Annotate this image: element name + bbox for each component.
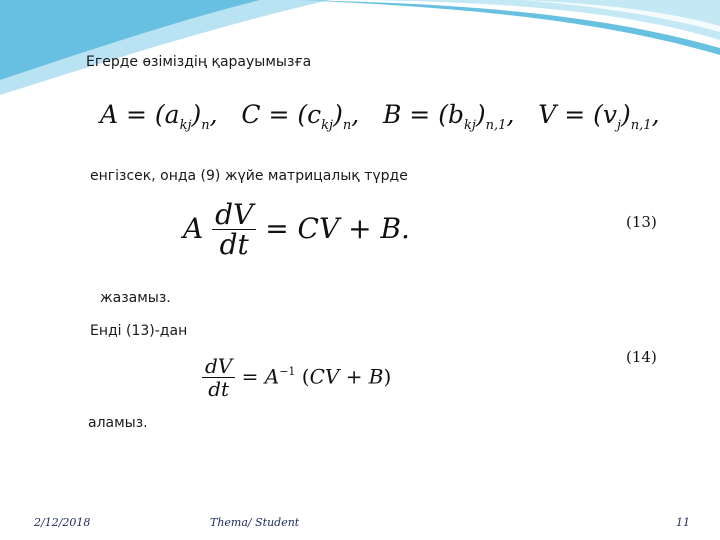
footer-page-number: 11 [676, 516, 690, 529]
obtain-text-line: аламыз. [88, 415, 148, 431]
equation-14-number: (14) [626, 348, 657, 366]
equation-13-formula: A $\frac{dV}{dt}$ = CV + B. [183, 198, 410, 262]
from-13-text-line: Енді (13)-дан [90, 323, 188, 339]
equation-14-formula: $\frac{dV}{dt}$ = $A^{-1}$ (CV + B) [202, 356, 391, 400]
matrix-definitions-formula: $A = (a_{kj})_n$, $C = (c_{kj})_n$, $B = (b_{kj})_{n,1}$, $V = (v_j)_{n,1}$, [100, 100, 660, 133]
footer-center-label: Thema/ Student [210, 516, 300, 529]
matrix-form-text-line: енгізсек, онда (9) жүйе матрицалық түрде [90, 168, 408, 184]
equation-13-number: (13) [626, 213, 657, 231]
write-text-line: жазамыз. [100, 290, 171, 306]
footer-date: 2/12/2018 [34, 516, 91, 529]
intro-text-line: Егерде өзіміздің қарауымызға [86, 54, 312, 70]
